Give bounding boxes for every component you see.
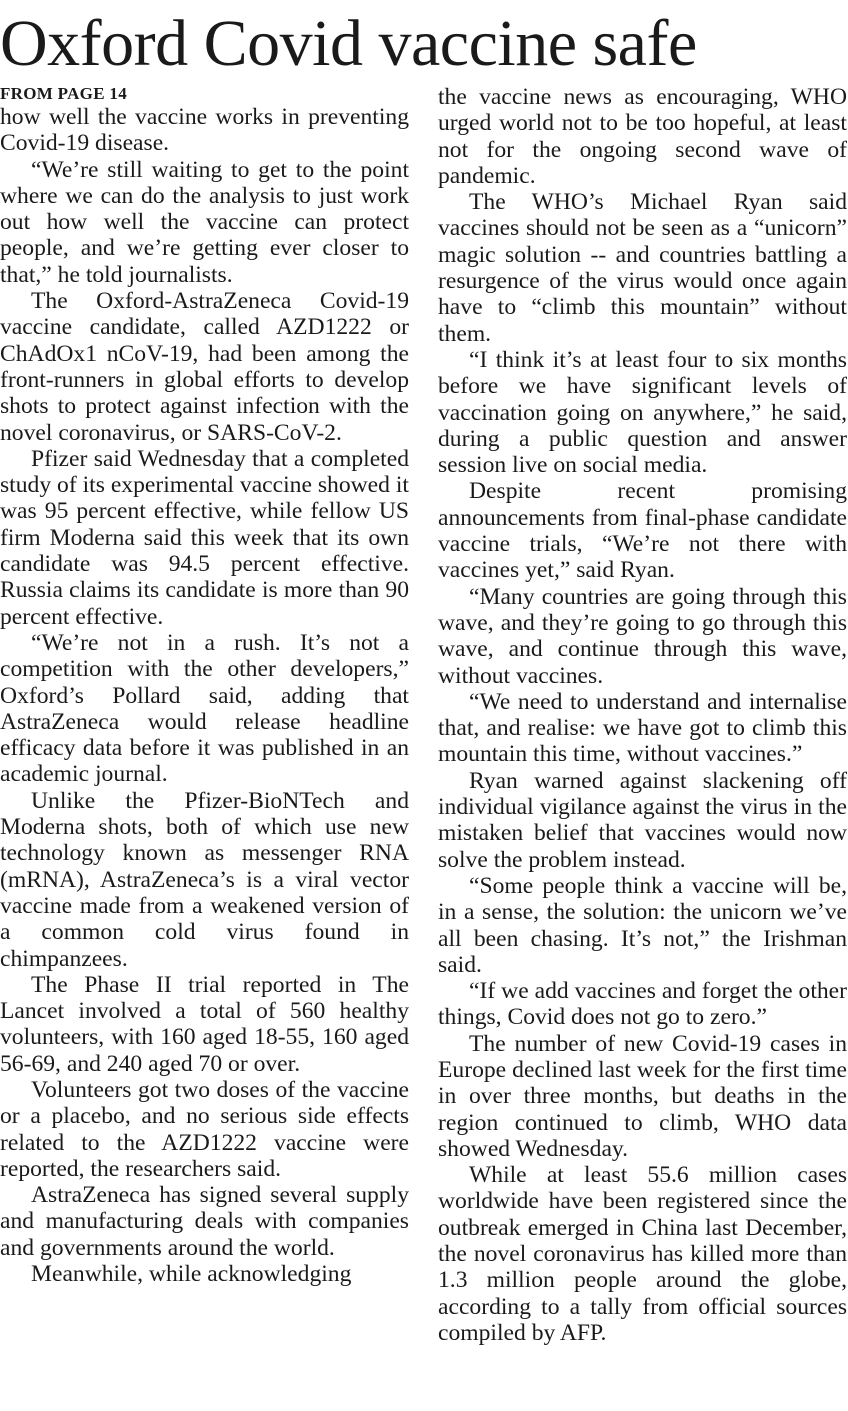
article-column-right [438, 84, 847, 1346]
paragraph: “We need to understand and internalise that, and realise: we have got to climb this mountain this time, without vaccines.” [438, 688, 847, 768]
continuation-kicker: FROM PAGE 14 [0, 84, 127, 103]
paragraph: Unlike the Pfizer-BioNTech and Moderna shots, both of which use new technology known as messenger RNA (mRNA), AstraZeneca’s is a viral vector vaccine made from a weakened version of a common cold virus found in chimpanzees. [0, 787, 409, 972]
paragraph: “We’re not in a rush. It’s not a competition with the other developers,” Oxford’s Pollard said, adding that AstraZeneca would release headline efficacy data before it was published in an academic journal. [0, 629, 409, 788]
paragraph: While at least 55.6 million cases worldwide have been registered since the outbreak emerged in China last December, the novel coronavirus has killed more than 1.3 million people around the globe, according to a tally from official sources compiled by AFP. [438, 1162, 847, 1346]
paragraph: The number of new Covid-19 cases in Europe declined last week for the first time in over three months, but deaths in the region continued to climb, WHO data showed Wednesday. [438, 1030, 847, 1162]
paragraph: The Phase II trial reported in The Lancet involved a total of 560 healthy volunteers, with 160 aged 18-55, 160 aged 56-69, and 240 aged 70 or over. [0, 971, 409, 1077]
paragraph: Meanwhile, while acknowledging [31, 1261, 352, 1288]
paragraph: Ryan warned against slackening off individual vigilance against the virus in the mistaken belief that vaccines would now solve the problem instead. [438, 767, 847, 873]
paragraph: how well the vaccine works in preventing Covid-19 disease. [0, 104, 409, 157]
paragraph: “I think it’s at least four to six months before we have significant levels of vaccination going on anywhere,” he said, during a public question and answer session live on social media. [438, 346, 847, 479]
paragraph: Volunteers got two doses of the vaccine or a placebo, and no serious side effects related to the AZD1222 vaccine were reported, the researchers said. [0, 1076, 409, 1182]
paragraph: AstraZeneca has signed several supply and manufacturing deals with companies and governments around the world. [0, 1182, 409, 1261]
paragraph: Pfizer said Wednesday that a completed study of its experimental vaccine showed it was 95 percent effective, while fellow US firm Moderna said this week that its own candidate was 94.5 percent effective. Russia claims its candidate is more than 90 percent effective. [0, 445, 409, 630]
paragraph: “If we add vaccines and forget the other things, Covid does not go to zero.” [438, 978, 847, 1031]
paragraph: the vaccine news as encouraging, WHO urged world not to be too hopeful, at least not for the ongoing second wave of pandemic. [438, 84, 847, 189]
paragraph: The WHO’s Michael Ryan said vaccines should not be seen as a “unicorn” magic solution -- and countries battling a resurgence of the virus would once again have to “climb this mountain” without them. [438, 189, 847, 347]
paragraph: The Oxford-AstraZeneca Covid-19 vaccine candidate, called AZD1222 or ChAdOx1 nCoV-19, had been among the front-runners in global efforts to develop shots to protect against infection with the novel coronavirus, or SARS-CoV-2. [0, 288, 409, 446]
article-column-left [0, 84, 409, 1287]
paragraph: Despite recent promising announcements from final-phase candidate vaccine trials, “We’re not there with vaccines yet,” said Ryan. [438, 478, 847, 584]
paragraph: “Many countries are going through this wave, and they’re going to go through this wave, and continue through this wave, without vaccines. [438, 583, 847, 689]
paragraph: “We’re still waiting to get to the point where we can do the analysis to just work out how well the vaccine can protect people, and we’re getting ever closer to that,” he told journalists. [0, 156, 409, 288]
headline: Oxford Covid vaccine safe [0, 7, 697, 80]
paragraph: “Some people think a vaccine will be, in a sense, the solution: the unicorn we’ve all been chasing. It’s not,” the Irishman said. [438, 872, 847, 978]
